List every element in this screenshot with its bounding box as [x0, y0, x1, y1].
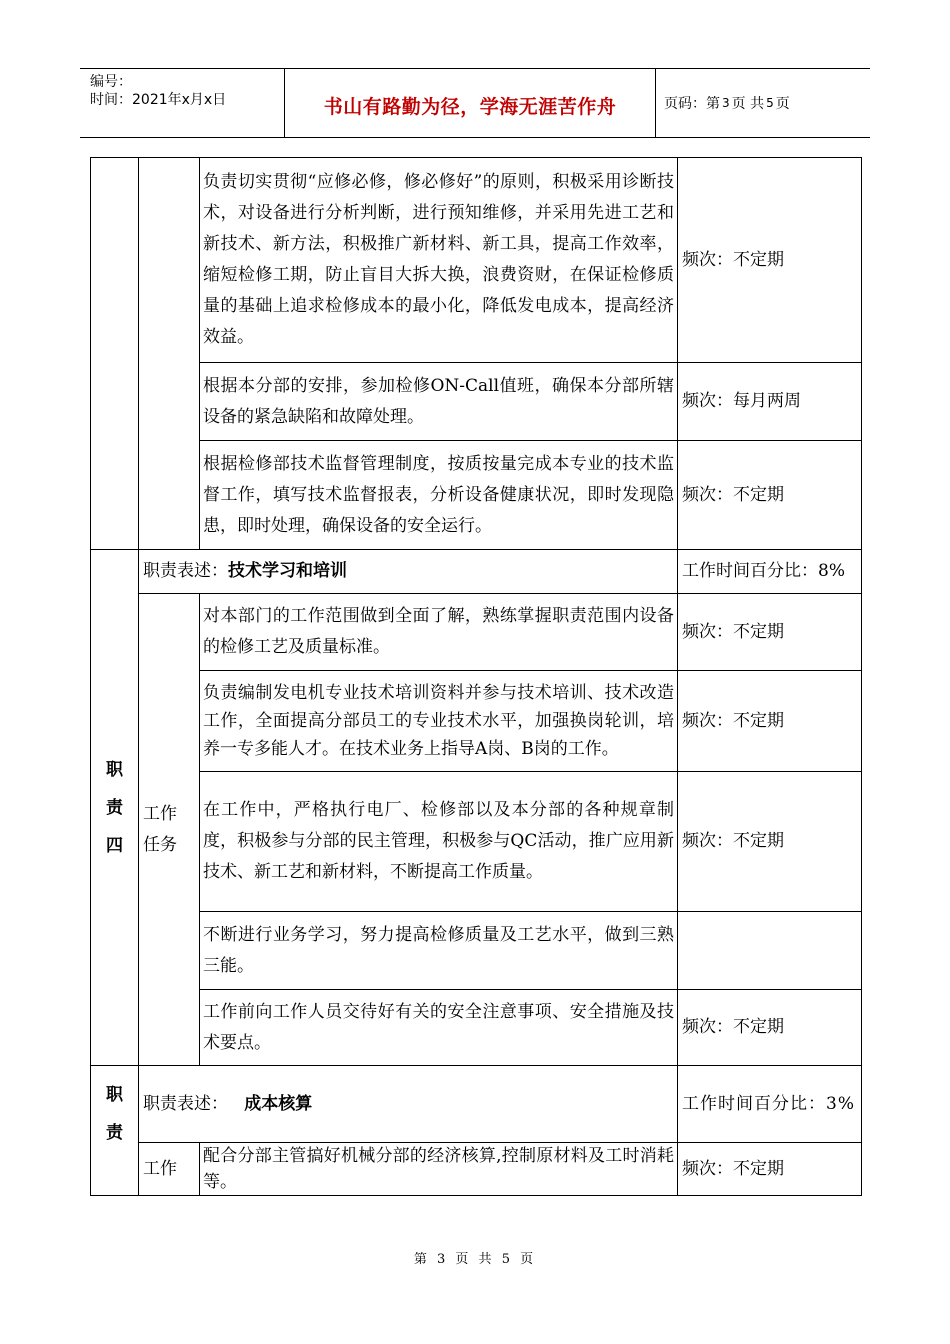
task-text: 配合分部主管搞好机械分部的经济核算,控制原材料及工时消耗等。: [200, 1143, 678, 1196]
task-frequency: 频次：不定期: [678, 158, 862, 363]
page-current: 3: [722, 96, 730, 110]
page-total: 5: [766, 96, 774, 110]
table-row: [91, 441, 862, 550]
table-row: [91, 594, 862, 671]
responsibility-label-prev: [91, 158, 139, 550]
task-frequency: 频次：不定期: [678, 1143, 862, 1196]
document-number: 编号：: [90, 74, 132, 90]
work-time-percentage: 工作时间百分比：8%: [678, 550, 862, 594]
responsibility-title: 技术学习和培训: [228, 561, 347, 581]
responsibility-description: 职责表述： 成本核算: [139, 1066, 678, 1143]
page-footer: 第 3 页 共 5 页: [413, 1252, 537, 1267]
task-text: 对本部门的工作范围做到全面了解，熟练掌握职责范围内设备的检修工艺及质量标准。: [200, 594, 678, 671]
task-text: 不断进行业务学习，努力提高检修质量及工艺水平，做到三熟三能。: [200, 912, 678, 990]
task-frequency: 频次：不定期: [678, 441, 862, 550]
table-row: [91, 772, 862, 912]
table-row: [91, 990, 862, 1066]
responsibility-label-5: 职 责: [91, 1066, 139, 1196]
task-text: 工作前向工作人员交待好有关的安全注意事项、安全措施及技术要点。: [200, 990, 678, 1066]
task-text: 根据本分部的安排，参加检修ON-Call值班，确保本分部所辖设备的紧急缺陷和故障处理。: [200, 363, 678, 441]
responsibility-description: 职责表述：技术学习和培训: [139, 550, 678, 594]
task-text: 负责编制发电机专业技术培训资料并参与技术培训、技术改造工作，全面提高分部员工的专业技术水平，加强换岗轮训，培养一专多能人才。在技术业务上指导A岗、B岗的工作。: [200, 671, 678, 772]
header-motto: 书山有路勤为径，学海无涯苦作舟: [284, 69, 656, 137]
task-label-prev: [139, 158, 200, 550]
table-row: [91, 363, 862, 441]
work-time-percentage: 工作时间百分比：3%: [678, 1066, 862, 1143]
table-row: [91, 912, 862, 990]
responsibility-title: 成本核算: [244, 1093, 313, 1114]
responsibility-table: [90, 157, 862, 1196]
page-header: [80, 68, 870, 138]
table-row: [91, 550, 862, 594]
responsibility-label-4: 职 责 四: [91, 550, 139, 1066]
header-meta: [80, 69, 284, 137]
task-frequency: 频次：不定期: [678, 990, 862, 1066]
task-text: 负责切实贯彻“应修必修，修必修好”的原则，积极采用诊断技术，对设备进行分析判断，进行预知维修，并采用先进工艺和新技术、新方法，积极推广新材料、新工具，提高工作效率，缩短检修工期，防止盲目大拆大换，浪费资财，在保证检修质量的基础上追求检修成本的最小化，降低发电成本，提高经济效益。: [200, 158, 678, 363]
task-frequency: 频次：每月两周: [678, 363, 862, 441]
task-label: 工作: [139, 1143, 200, 1196]
task-text: 在工作中，严格执行电厂、检修部以及本分部的各种规章制度，积极参与分部的民主管理，积极参与QC活动，推广应用新技术、新工艺和新材料，不断提高工作质量。: [200, 772, 678, 912]
table-row: [91, 1066, 862, 1143]
task-frequency: 频次：不定期: [678, 594, 862, 671]
task-frequency: 频次：不定期: [678, 772, 862, 912]
table-row: [91, 158, 862, 363]
header-page-info: 页码：第 3 页 共 5 页: [664, 96, 790, 112]
table-row: [91, 1143, 862, 1196]
task-label: 工作 任务: [139, 594, 200, 1066]
task-text: 根据检修部技术监督管理制度，按质按量完成本专业的技术监督工作，填写技术监督报表，分析设备健康状况，即时发现隐患，即时处理，确保设备的安全运行。: [200, 441, 678, 550]
task-frequency: [678, 912, 862, 990]
table-row: [91, 671, 862, 772]
document-time: 时间：2021年x月x日: [90, 92, 227, 108]
task-frequency: 频次：不定期: [678, 671, 862, 772]
